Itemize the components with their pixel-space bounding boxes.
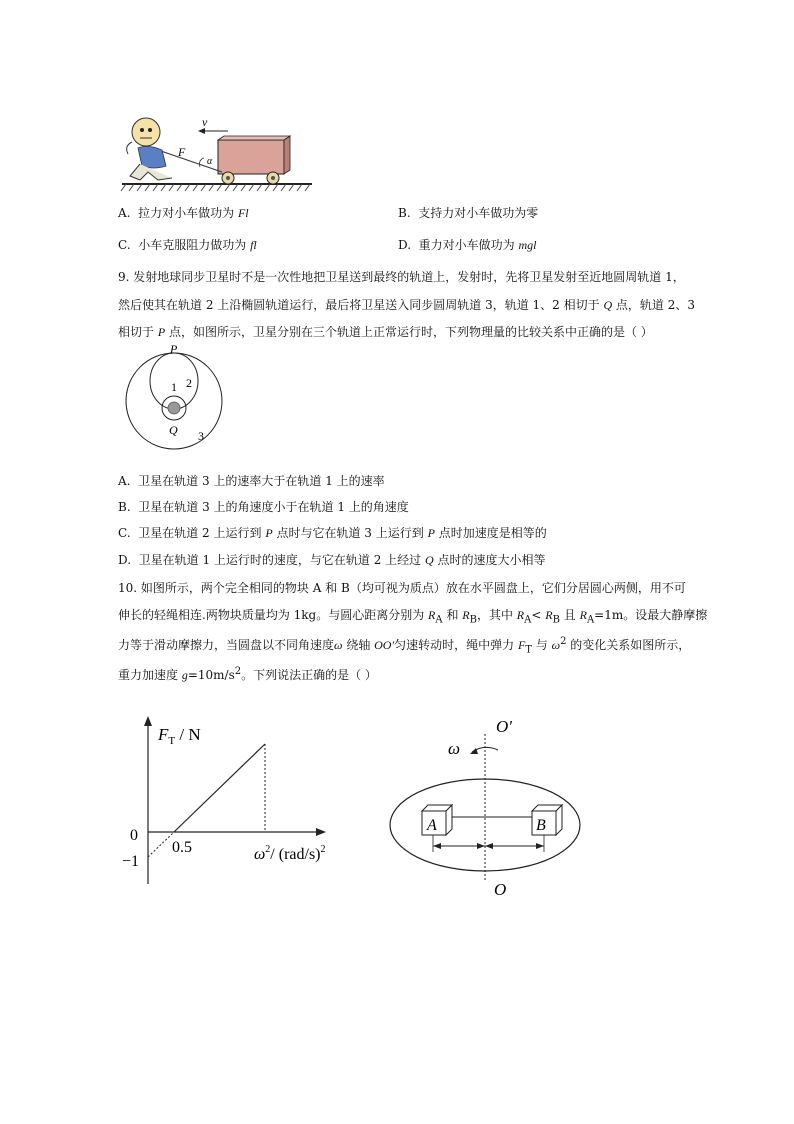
force-label: F — [178, 145, 186, 159]
q9-stem-line-3: 相切于 P 点，如图所示，卫星分别在三个轨道上正常运行时，下列物理量的比较关系中正确的是（ ） — [118, 325, 653, 339]
earth — [168, 402, 180, 414]
point-p-label: P — [170, 342, 178, 356]
origin-label: 0 — [130, 827, 138, 844]
orbit-figure — [118, 342, 230, 450]
axis-bottom-label: O — [494, 880, 507, 896]
q9-option-c: C. 卫星在轨道 2 上运行到 P 点时与它在轨道 3 上运行到 P 点时加速度是相等的 — [118, 526, 547, 540]
q10-stem-line-3: 力等于滑动摩擦力，当圆盘以不同角速度ω 绕轴 OO′匀速转动时，绳中弹力 $F_T$ 与 $\omega^2$ 的变化关系如图所示， — [118, 636, 691, 656]
block-b — [532, 805, 562, 835]
ft-omega-graph — [120, 710, 360, 890]
orbit-1-label: 1 — [171, 380, 177, 394]
graph-line — [174, 744, 265, 832]
q8-option-b: B. 支持力对小车做功为零 — [398, 206, 539, 220]
rope — [158, 150, 222, 172]
q10-stem-line-4: 重力加速度 $g=10m/s^2$。下列说法正确的是（ ） — [118, 666, 377, 682]
block-a — [422, 805, 452, 835]
disk-figure — [384, 708, 594, 896]
q10-stem-line-2: 伸长的轻绳相连.两物块质量均为 1kg。与圆心距离分别为 $R_A$ 和 $R_B$，其中 $R_A< R_B$ 且 $R_A=1m$。设最大静摩擦 — [118, 608, 708, 626]
person-icon — [127, 118, 172, 180]
q9-option-b: B. 卫星在轨道 3 上的角速度小于在轨道 1 上的角速度 — [118, 500, 409, 514]
point-q-label: Q — [169, 423, 178, 437]
axis-top-label: O′ — [496, 717, 512, 736]
q8-figure — [118, 110, 318, 195]
x-axis-label: $\omega^2/$ $(rad/s)^2$ — [254, 844, 326, 863]
q10-stem-line-1: 10. 如图所示，两个完全相同的物块 A 和 B（均可视为质点）放在水平圆盘上，它们分居圆心两侧，用不可 — [118, 581, 686, 595]
angle-label: α — [207, 156, 213, 167]
q8-option-c: C. 小车克服阻力做功为 fl — [118, 238, 257, 252]
x-tick-label: 0.5 — [172, 839, 192, 856]
q9-stem-line-2: 然后使其在轨道 2 上沿椭圆轨道运行，最后将卫星送入同步圆周轨道 3，轨道 1、2 相切于 Q 点，轨道 2、3 — [118, 298, 696, 312]
velocity-label: v — [202, 115, 208, 129]
q9-option-a: A. 卫星在轨道 3 上的速率大于在轨道 1 上的速率 — [118, 474, 385, 488]
q8-option-d: D. 重力对小车做功为 mgl — [398, 238, 537, 252]
graph-extrapolation — [148, 832, 174, 857]
q9-stem-line-1: 9. 发射地球同步卫星时不是一次性地把卫星送到最终的轨道上，发射时，先将卫星发射至近地圆周轨道 1， — [118, 270, 685, 284]
cart-box — [218, 140, 284, 174]
y-axis-label: $F_T$ / N — [158, 725, 201, 747]
orbit-2-label: 2 — [186, 376, 192, 390]
q8-option-a: A. 拉力对小车做功为 Fl — [118, 206, 249, 220]
omega-label: ω — [448, 739, 461, 758]
q9-option-d: D. 卫星在轨道 1 上运行时的速度，与它在轨道 2 上经过 Q 点时的速度大小相等 — [118, 553, 546, 567]
y-tick-label: −1 — [122, 853, 140, 870]
svg-text:B: B — [536, 817, 546, 834]
orbit-3-label: 3 — [198, 429, 204, 443]
svg-text:A: A — [427, 817, 437, 834]
